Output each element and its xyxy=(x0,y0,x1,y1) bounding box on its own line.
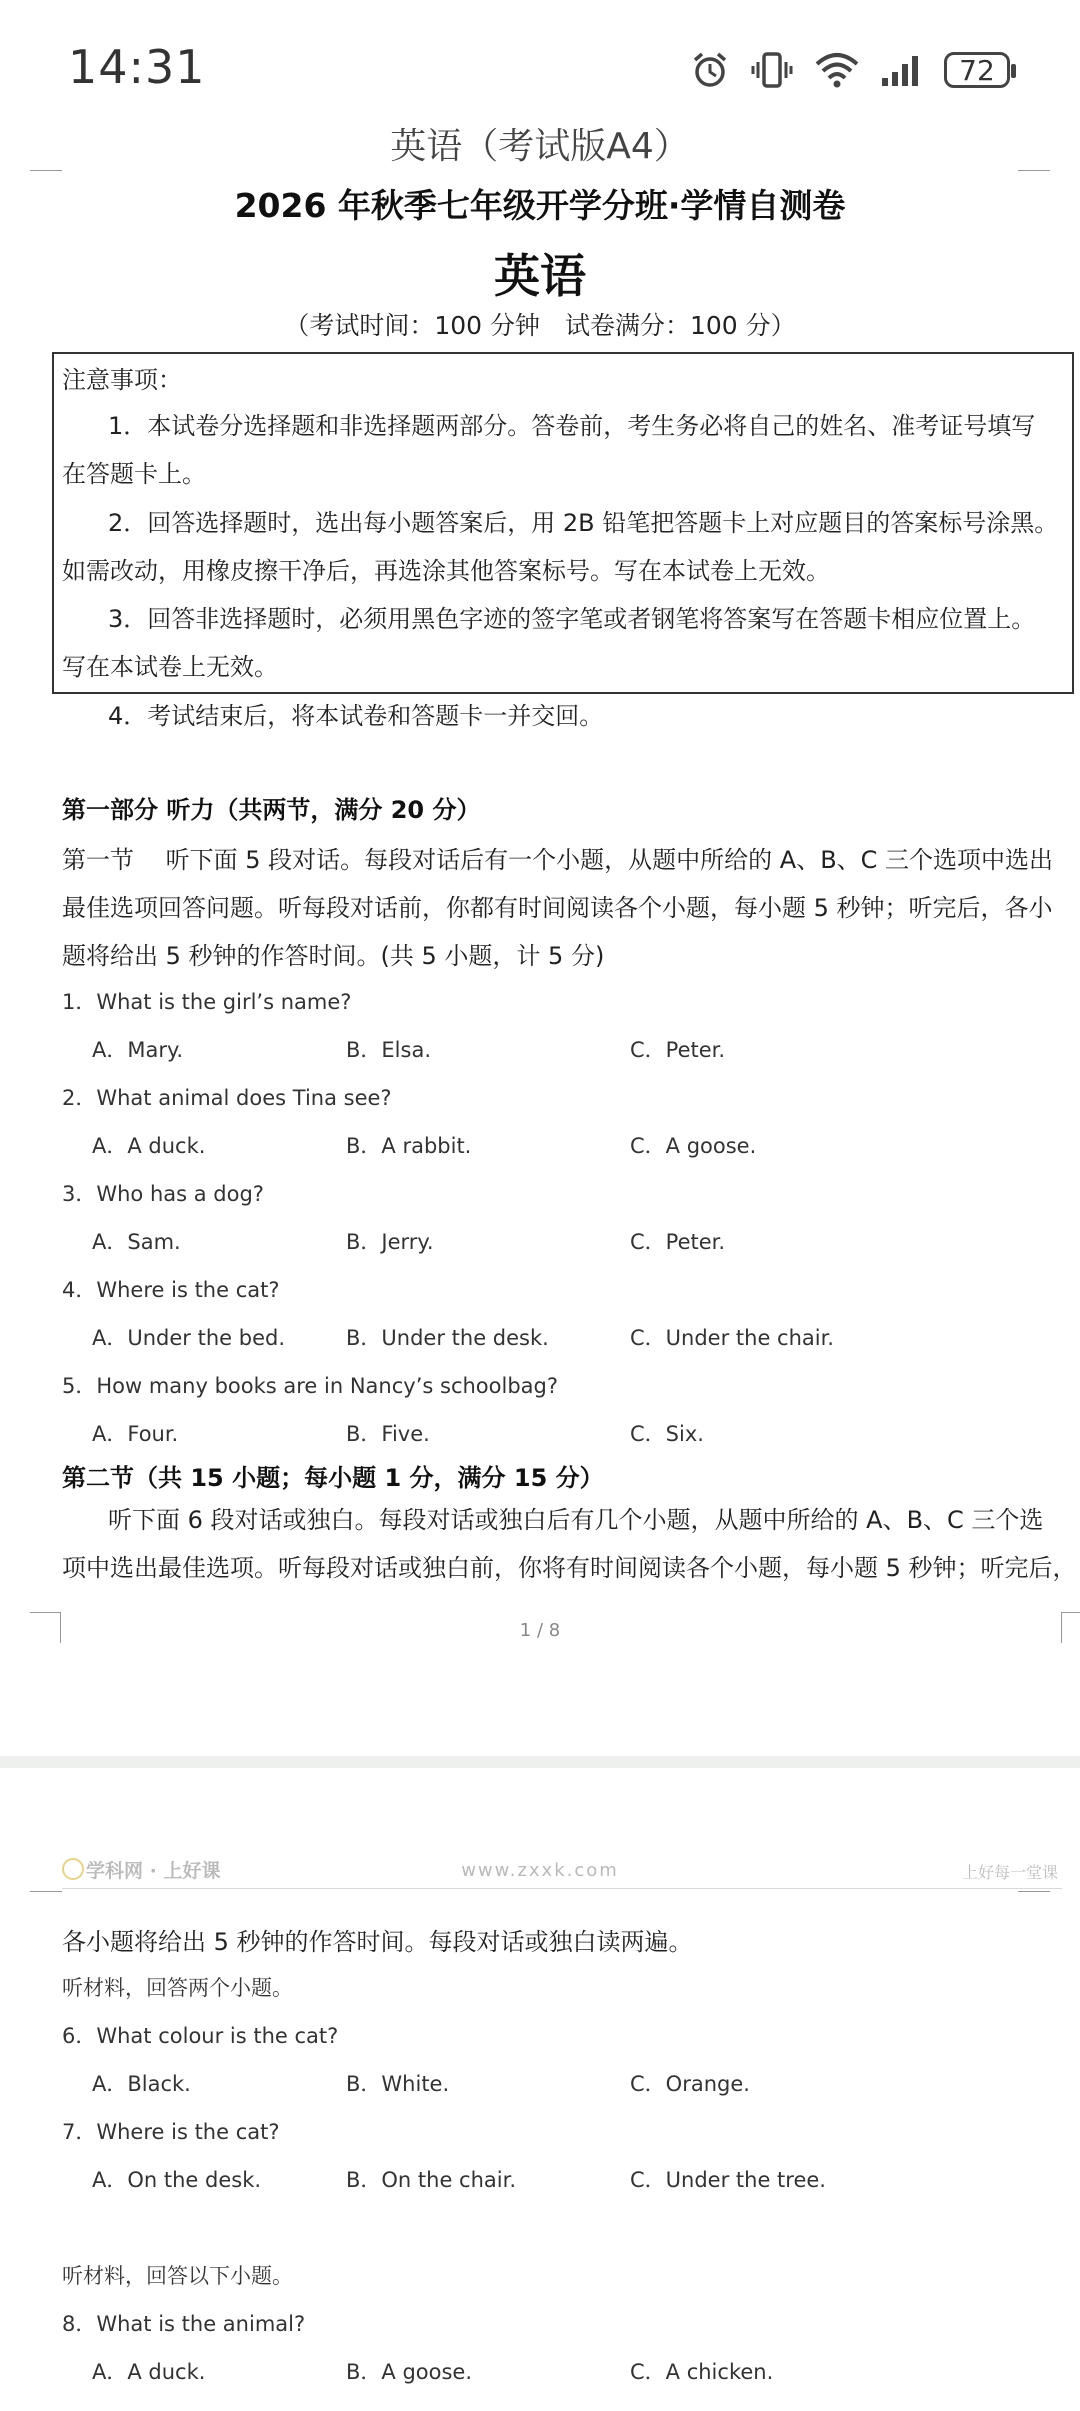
section1-line: 第一节 听下面 5 段对话。每段对话后有一个小题，从题中所给的 A、B、C 三个选项中选出 xyxy=(62,846,1054,874)
status-icons xyxy=(690,46,1010,94)
option-c: C．Peter. xyxy=(630,1038,726,1062)
watermark-url: www.zxxk.com xyxy=(461,1860,619,1881)
exam-title: 2026 年秋季七年级开学分班·学情自测卷 xyxy=(234,186,846,225)
crop-mark xyxy=(1018,1890,1050,1892)
doc-title: 英语（考试版A4） xyxy=(390,126,690,167)
battery-level: 72 xyxy=(959,53,995,87)
option-b: B．Under the desk. xyxy=(346,1326,549,1350)
battery-icon xyxy=(944,52,1010,88)
wifi-icon xyxy=(814,50,860,90)
option-c: C．A goose. xyxy=(630,1134,757,1158)
option-a: A．A duck. xyxy=(92,2360,206,2384)
notice-line: 4．考试结束后，将本试卷和答题卡一并交回。 xyxy=(108,702,604,730)
status-time: 14:31 xyxy=(68,40,206,94)
option-b: B．White. xyxy=(346,2072,450,2096)
alarm-icon xyxy=(690,50,730,90)
notice-line: 1．本试卷分选择题和非选择题两部分。答卷前，考生务必将自己的姓名、准考证号填写 xyxy=(108,412,1036,440)
question-8: 8．What is the animal? xyxy=(62,2312,306,2336)
question-3: 3．Who has a dog? xyxy=(62,1182,264,1206)
option-a: A．Under the bed. xyxy=(92,1326,285,1350)
section2-line: 项中选出最佳选项。听每段对话或独白前，你将有时间阅读各个小题，每小题 5 秒钟；听完后， xyxy=(62,1554,1077,1582)
notice-line: 写在本试卷上无效。 xyxy=(62,653,278,681)
part1-heading: 第一部分 听力（共两节，满分 20 分） xyxy=(62,796,481,824)
question-6: 6．What colour is the cat? xyxy=(62,2024,339,2048)
option-b: B．On the chair. xyxy=(346,2168,516,2192)
exam-subject: 英语 xyxy=(494,249,586,303)
option-a: A．Black. xyxy=(92,2072,191,2096)
watermark-logo-text: 学科网 · 上好课 xyxy=(86,1860,221,1882)
question-7: 7．Where is the cat? xyxy=(62,2120,280,2144)
option-c: C．Six. xyxy=(630,1422,704,1446)
option-a: A．Four. xyxy=(92,1422,179,1446)
notice-line: 如需改动，用橡皮擦干净后，再选涂其他答案标号。写在本试卷上无效。 xyxy=(62,557,830,585)
section1-line: 最佳选项回答问题。听每段对话前，你都有时间阅读各个小题，每小题 5 秒钟；听完后，各小 xyxy=(62,894,1053,922)
option-b: B．Five. xyxy=(346,1422,430,1446)
watermark-divider xyxy=(62,1888,1062,1889)
question-4: 4．Where is the cat? xyxy=(62,1278,280,1302)
page-separator xyxy=(0,1756,1080,1768)
option-c: C．Orange. xyxy=(630,2072,750,2096)
exam-info: （考试时间：100 分钟 试卷满分：100 分） xyxy=(284,311,796,340)
material-label: 听材料，回答以下小题。 xyxy=(62,2264,293,2288)
crop-mark xyxy=(30,170,62,172)
crop-mark xyxy=(30,1890,62,1892)
vibrate-icon xyxy=(750,50,794,90)
section2-heading: 第二节（共 15 小题；每小题 1 分，满分 15 分） xyxy=(62,1464,604,1492)
notice-line: 在答题卡上。 xyxy=(62,460,206,488)
option-c: C．Under the chair. xyxy=(630,1326,834,1350)
page2-line: 各小题将给出 5 秒钟的作答时间。每段对话或独白读两遍。 xyxy=(62,1928,693,1956)
question-5: 5．How many books are in Nancy’s schoolbag? xyxy=(62,1374,559,1398)
option-c: C．A chicken. xyxy=(630,2360,774,2384)
option-a: A．On the desk. xyxy=(92,2168,262,2192)
material-label: 听材料，回答两个小题。 xyxy=(62,1976,293,2000)
question-2: 2．What animal does Tina see? xyxy=(62,1086,392,1110)
option-b: B．Jerry. xyxy=(346,1230,434,1254)
notice-line: 2．回答选择题时，选出每小题答案后，用 2B 铅笔把答题卡上对应题目的答案标号涂黑。 xyxy=(108,509,1059,537)
option-b: B．A goose. xyxy=(346,2360,473,2384)
section1-line: 题将给出 5 秒钟的作答时间。(共 5 小题，计 5 分) xyxy=(62,942,605,970)
section2-line: 听下面 6 段对话或独白。每段对话或独白后有几个小题，从题中所给的 A、B、C 三个选 xyxy=(108,1506,1044,1534)
notice-line: 3．回答非选择题时，必须用黑色字迹的签字笔或者钢笔将答案写在答题卡相应位置上。 xyxy=(108,605,1036,633)
watermark-slogan: 上好每一堂课 xyxy=(961,1863,1058,1882)
signal-icon xyxy=(880,50,924,90)
notice-heading: 注意事项： xyxy=(62,366,182,394)
option-c: C．Peter. xyxy=(630,1230,726,1254)
option-a: A．Mary. xyxy=(92,1038,184,1062)
question-1: 1．What is the girl’s name? xyxy=(62,990,352,1014)
crop-mark xyxy=(1018,170,1050,172)
option-a: A．A duck. xyxy=(92,1134,206,1158)
option-a: A．Sam. xyxy=(92,1230,181,1254)
option-b: B．Elsa. xyxy=(346,1038,431,1062)
option-c: C．Under the tree. xyxy=(630,2168,826,2192)
option-b: B．A rabbit. xyxy=(346,1134,472,1158)
page-number: 1 / 8 xyxy=(519,1620,561,1641)
